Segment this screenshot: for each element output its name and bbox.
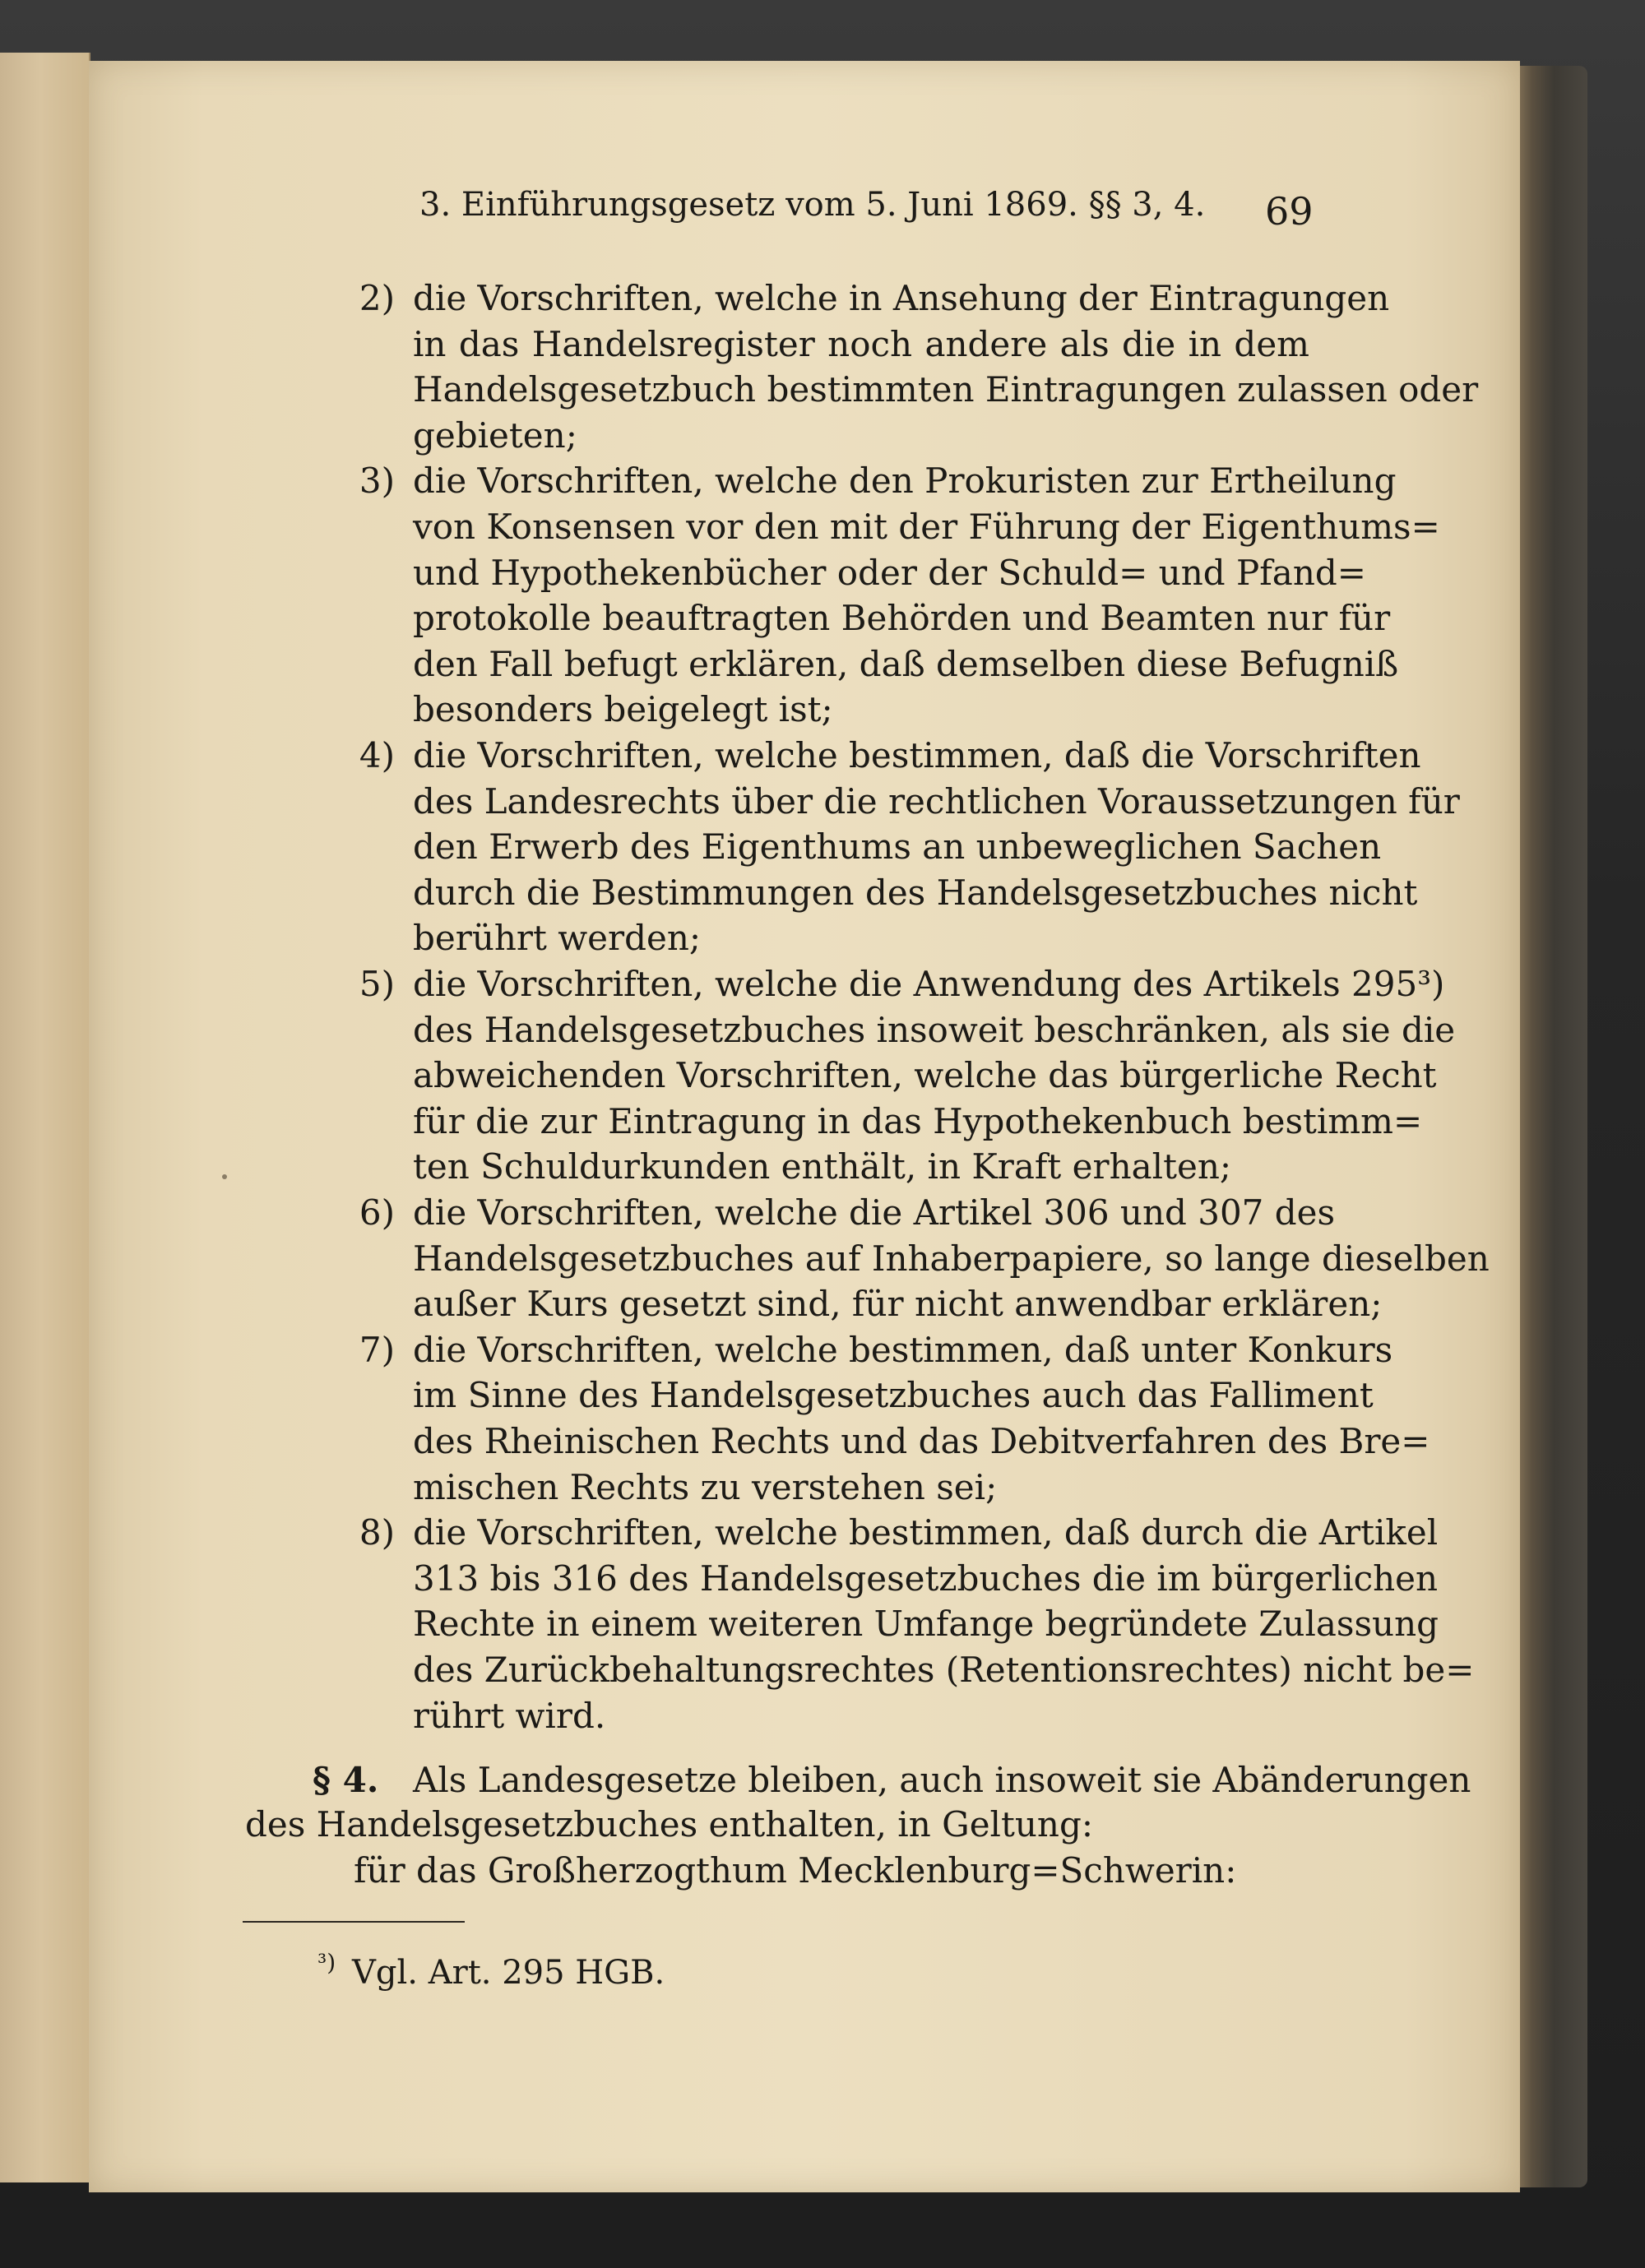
item-line: von Konsensen vor den mit der Führung der Eigenthums= (413, 507, 1440, 547)
item-line: des Landesrechts über die rechtlichen Voraussetzungen für (413, 780, 1460, 822)
item-number: 3) (359, 461, 395, 502)
item-line: Rechte in einem weiteren Umfange begründete Zulassung (413, 1604, 1439, 1645)
item-number: 4) (359, 735, 395, 775)
item-line: und Hypothekenbücher oder der Schuld= und Pfand= (413, 552, 1366, 593)
section-mark: § 4. (313, 1760, 379, 1800)
section-line: des Handelsgesetzbuches enthalten, in Geltung: (245, 1804, 1093, 1844)
item-line: Handelsgesetzbuches auf Inhaberpapiere, so lange dieselben (413, 1238, 1490, 1279)
item-line: außer Kurs gesetzt sind, für nicht anwendbar erklären; (413, 1284, 1383, 1325)
running-header: 3. Einführungsgesetz vom 5. Juni 1869. §§ 3, 4. (419, 186, 1206, 224)
item-line: besonders beigelegt ist; (413, 689, 833, 730)
footnote-rule (243, 1921, 465, 1923)
item-line: Handelsgesetzbuch bestimmten Eintragungen zulassen oder (413, 369, 1479, 410)
section-line: Als Landesgesetze bleiben, auch insoweit sie Abänderungen (413, 1760, 1471, 1800)
item-line: durch die Bestimmungen des Handelsgesetzbuches nicht (413, 872, 1418, 913)
item-line: rührt wird. (413, 1695, 606, 1736)
item-line: des Rheinischen Rechts und das Debitverfahren des Bre= (413, 1421, 1430, 1461)
item-line: 313 bis 316 des Handelsgesetzbuches die im bürgerlichen (413, 1558, 1439, 1599)
item-line: des Zurückbehaltungsrechtes (Retentionsrechtes) nicht be= (413, 1650, 1475, 1690)
item-line: ten Schuldurkunden enthält, in Kraft erhalten; (413, 1146, 1232, 1187)
item-line: den Fall befugt erklären, daß demselben diese Befugniß (413, 643, 1399, 684)
item-line: die Vorschriften, welche die Anwendung des Artikels 295³) (413, 964, 1445, 1004)
item-line: die Vorschriften, welche den Prokuristen zur Ertheilung (413, 461, 1397, 502)
item-line: die Vorschriften, welche in Ansehung der Eintragungen (413, 278, 1390, 318)
item-line: die Vorschriften, welche bestimmen, daß durch die Artikel (413, 1512, 1439, 1553)
item-line: den Erwerb des Eigenthums an unbeweglichen Sachen (413, 826, 1382, 868)
item-line: des Handelsgesetzbuches insoweit beschränken, als sie die (413, 1009, 1456, 1050)
item-line: die Vorschriften, welche bestimmen, daß die Vorschriften (413, 735, 1421, 775)
item-line: die Vorschriften, welche die Artikel 306 und 307 des (413, 1192, 1336, 1233)
book-edge (1513, 66, 1587, 2187)
left-facing-page (0, 53, 90, 2182)
page-number: 69 (1265, 189, 1314, 234)
item-line: in das Handelsregister noch andere als die in dem (413, 323, 1309, 364)
item-number: 7) (359, 1329, 395, 1370)
item-number: 8) (359, 1512, 395, 1553)
section-line: für das Großherzogthum Mecklenburg=Schwerin: (354, 1850, 1237, 1891)
item-line: die Vorschriften, welche bestimmen, daß unter Konkurs (413, 1329, 1393, 1370)
item-line: berührt werden; (413, 918, 702, 959)
item-line: im Sinne des Handelsgesetzbuches auch das Falliment (413, 1375, 1374, 1416)
footnote-text: Vgl. Art. 295 HGB. (352, 1954, 665, 1992)
item-number: 2) (359, 278, 395, 318)
item-line: abweichenden Vorschriften, welche das bürgerliche Recht (413, 1055, 1437, 1096)
item-number: 6) (359, 1192, 395, 1233)
item-number: 5) (359, 964, 395, 1004)
paper-speck (222, 1174, 227, 1179)
item-line: protokolle beauftragten Behörden und Beamten nur für (413, 598, 1391, 639)
item-line: für die zur Eintragung in das Hypothekenbuch bestimm= (413, 1100, 1423, 1141)
item-line: gebieten; (413, 414, 577, 456)
item-line: mischen Rechts zu verstehen sei; (413, 1466, 998, 1507)
footnote-mark: ³) (317, 1949, 336, 1976)
